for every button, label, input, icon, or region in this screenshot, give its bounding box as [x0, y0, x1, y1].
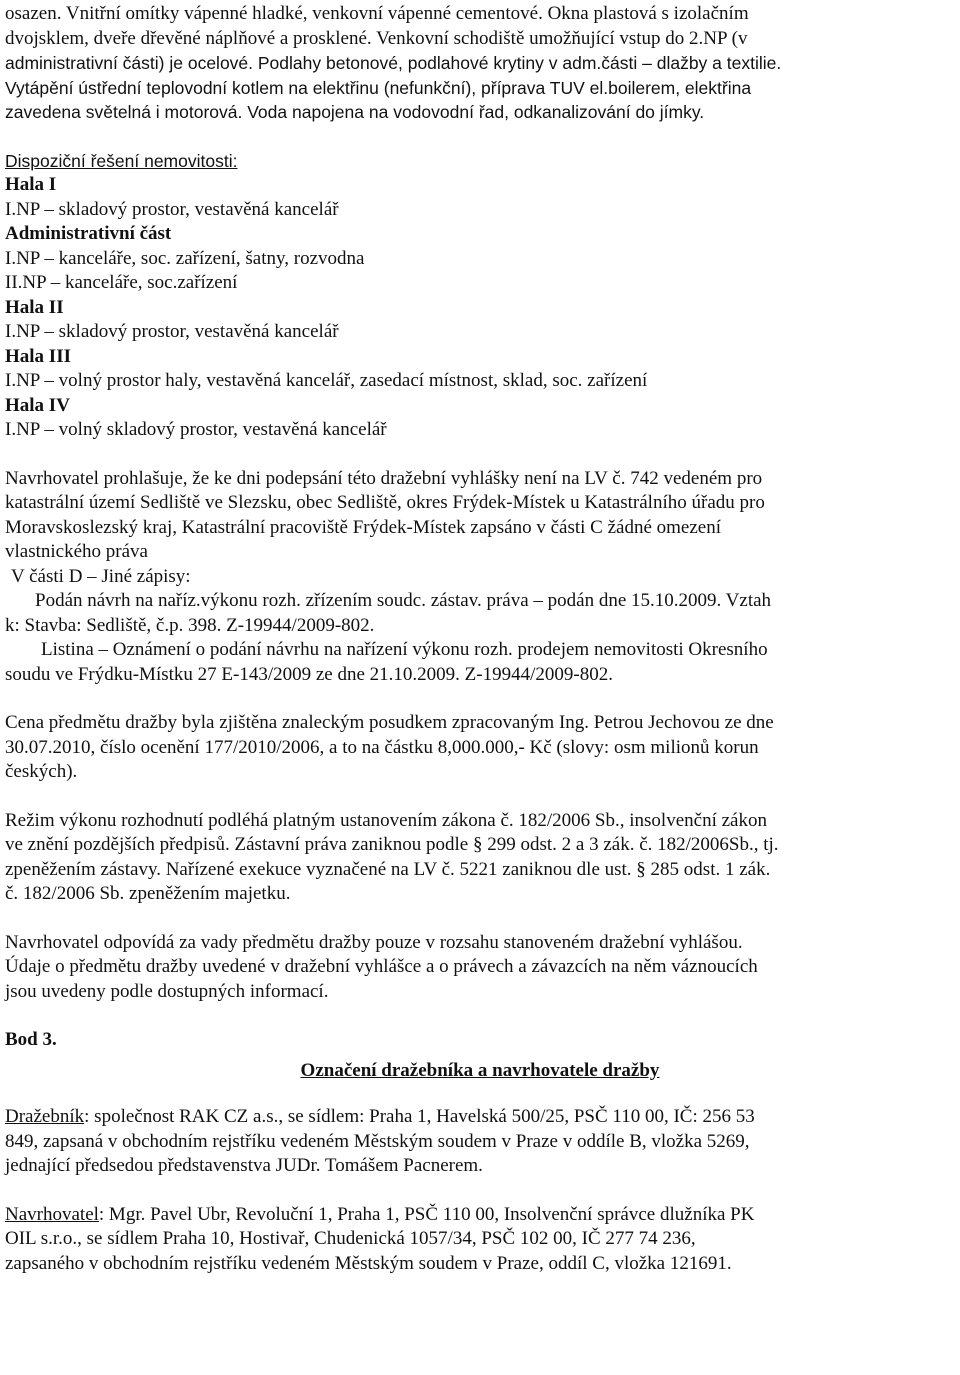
layout-heading: Dispoziční řešení nemovitosti: [5, 150, 238, 171]
auctioneer-text: : společnost RAK CZ a.s., se sídlem: Praha 1, Havelská 500/25, PSČ 110 00, IČ: 256 53 [84, 1106, 755, 1127]
section-number: Bod 3. [5, 1029, 57, 1050]
proposer-line [5, 1203, 955, 1228]
declaration-line: Listina – Oznámení o podání návrhu na nařízení výkonu rozh. prodejem nemovitosti Okresního [41, 639, 768, 660]
hall-title: Hala I [5, 174, 57, 195]
regime-line: zpeněžením zástavy. Nařízené exekuce vyznačené na LV č. 5221 zaniknou dle ust. § 285 odst. 1 zák. [5, 858, 771, 880]
regime-line: ve znění pozdějších předpisů. Zástavní práva zaniknou podle § 299 odst. 2 a 3 zák. č. 182/2006Sb., tj. [5, 834, 779, 855]
declaration-line: vlastnického práva [5, 541, 148, 562]
declaration-line: Podán návrh na naříz.výkonu rozh. zřízením soudc. zástav. práva – podán dne 15.10.2009. Vztah [35, 590, 772, 611]
hall-line: I.NP – skladový prostor, vestavěná kancelář [5, 321, 339, 342]
hall-line: I.NP – volný prostor haly, vestavěná kancelář, zasedací místnost, sklad, soc. zařízení [5, 370, 648, 391]
intro-line: Vytápění ústřední teplovodní kotlem na elektřinu (nefunkční), příprava TUV el.boilerem, elektřina [5, 77, 752, 98]
hall-title: Hala IV [5, 394, 70, 416]
section-title: Označení dražebníka a navrhovatele dražby [300, 1059, 660, 1081]
hall-line: I.NP – skladový prostor, vestavěná kancelář [5, 198, 339, 220]
declaration-line: Moravskoslezský kraj, Katastrální pracoviště Frýdek-Místek zapsáno v části C žádné omezení [5, 516, 721, 538]
hall-title: Hala III [5, 345, 71, 367]
intro-line: osazen. Vnitřní omítky vápenné hladké, venkovní vápenné cementové. Okna plastová s izolačním [5, 3, 749, 24]
proposer-line: OIL s.r.o., se sídlem Praha 10, Hostivař, Chudenická 1057/34, PSČ 102 00, IČ 277 74 236, [5, 1228, 696, 1249]
liability-line: Údaje o předmětu dražby uvedené v dražební vyhlášce a o právech a závazcích na něm váznoucích [5, 956, 758, 977]
proposer-line: zapsaného v obchodním rejstříku vedeném Městským soudem v Praze, oddíl C, vložka 121691. [5, 1252, 732, 1274]
liability-line: Navrhovatel odpovídá za vady předmětu dražby pouze v rozsahu stanoveném dražební vyhlášou. [5, 931, 743, 953]
hall-title: Hala II [5, 296, 64, 318]
auctioneer-line: 849, zapsaná v obchodním rejstříku vedeném Městským soudem v Praze v oddíle B, vložka 5269, [5, 1130, 750, 1152]
regime-line: Režim výkonu rozhodnutí podléhá platným ustanovením zákona č. 182/2006 Sb., insolvenční zákon [5, 809, 767, 831]
proposer-text: : Mgr. Pavel Ubr, Revoluční 1, Praha 1, PSČ 110 00, Insolvenční správce dlužníka PK [98, 1203, 755, 1225]
declaration-line: V části D – Jiné zápisy: [11, 565, 191, 587]
auctioneer-label: Dražebník [5, 1106, 85, 1127]
price-line: českých). [5, 761, 78, 782]
regime-line: č. 182/2006 Sb. zpeněžením majetku. [5, 883, 291, 904]
hall-title: Administrativní část [5, 223, 172, 244]
price-line: 30.07.2010, číslo ocenění 177/2010/2006, a to na částku 8,000.000,- Kč (slovy: osm milionů korun [5, 736, 759, 758]
price-line: Cena předmětu dražby byla zjištěna znaleckým posudkem zpracovaným Ing. Petrou Jechovou ze dne [5, 712, 774, 733]
liability-line: jsou uvedeny podle dostupných informací. [5, 980, 329, 1002]
document-page [5, 2, 955, 1276]
intro-line: dvojsklem, dveře dřevěné náplňové a prosklené. Venkovní schodiště umožňující vstup do 2.NP (v [5, 27, 748, 49]
hall-line: I.NP – volný skladový prostor, vestavěná kancelář [5, 419, 387, 440]
hall-line: I.NP – kanceláře, soc. zařízení, šatny, rozvodna [5, 247, 365, 269]
auctioneer-line: jednající předsedou představenstva JUDr. Tomášem Pacnerem. [5, 1155, 483, 1176]
declaration-line: katastrální území Sedliště ve Slezsku, obec Sedliště, okres Frýdek-Místek u Katastrálního úřadu pro [5, 492, 765, 513]
declaration-line: k: Stavba: Sedliště, č.p. 398. Z-19944/2009-802. [5, 614, 375, 636]
intro-line: zavedena světelná i motorová. Voda napojena na vodovodní řad, odkanalizování do jímky. [5, 102, 705, 122]
proposer-label: Navrhovatel [5, 1203, 99, 1225]
hall-line: II.NP – kanceláře, soc.zařízení [5, 272, 238, 293]
auctioneer-line [5, 1105, 955, 1130]
declaration-line: soudu ve Frýdku-Místku 27 E-143/2009 ze dne 21.10.2009. Z-19944/2009-802. [5, 663, 613, 685]
declaration-line: Navrhovatel prohlašuje, že ke dni podepsání této dražební vyhlášky není na LV č. 742 vedeném pro [5, 467, 763, 489]
intro-line: administrativní části) je ocelové. Podlahy betonové, podlahové krytiny v adm.části – dlažby a textilie. [5, 53, 782, 73]
